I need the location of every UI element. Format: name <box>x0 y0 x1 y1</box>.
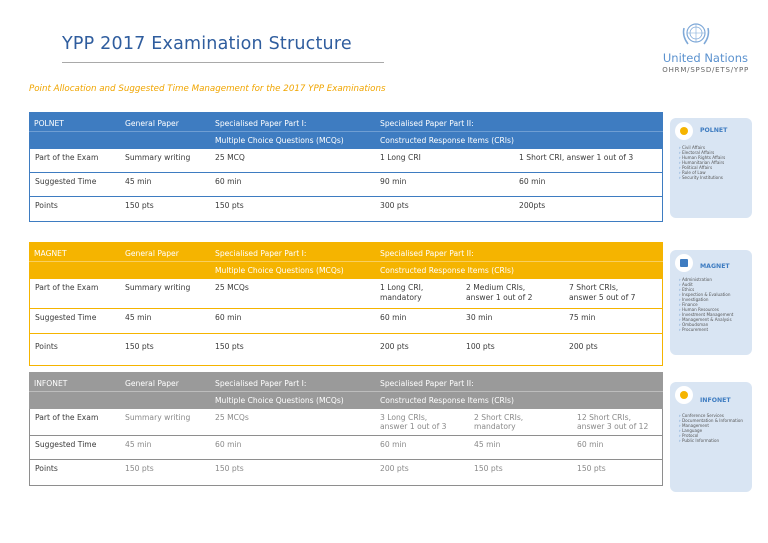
cell: Summary writing <box>125 283 191 292</box>
list-item: › Protocol <box>679 433 743 438</box>
cell: 1 Short CRI, answer 1 out of 3 <box>519 153 634 162</box>
cell: answer 1 out of 2 <box>466 293 533 302</box>
table-row <box>30 149 662 173</box>
magnet-card-list <box>679 277 733 332</box>
handshake-icon <box>675 122 693 140</box>
cell: 2 Short CRIs, <box>474 413 524 422</box>
row-label: Points <box>35 464 58 473</box>
list-item: › Investigation <box>679 297 733 302</box>
row-label: Part of the Exam <box>35 153 99 162</box>
magnet-card <box>670 250 752 355</box>
cell: 2 Medium CRIs, <box>466 283 526 292</box>
magnet-table-body <box>29 279 663 366</box>
cell: 150 pts <box>474 464 503 473</box>
microphone-icon <box>675 386 693 404</box>
cell: 60 min <box>519 177 546 186</box>
list-item: › Civil Affairs <box>679 145 725 150</box>
list-item: › Public Information <box>679 438 743 443</box>
cell: 150 pts <box>215 201 244 210</box>
cell: 150 pts <box>125 464 154 473</box>
list-item: › Procurement <box>679 327 733 332</box>
polnet-card-title: POLNET <box>700 127 728 134</box>
cell: Summary writing <box>125 153 191 162</box>
list-item: › Finance <box>679 302 733 307</box>
row-label: Suggested Time <box>35 313 97 322</box>
list-item: › Language <box>679 428 743 433</box>
list-item: › Inspection & Evaluation <box>679 292 733 297</box>
row-label: Suggested Time <box>35 440 97 449</box>
list-item: › Humanitarian Affairs <box>679 160 725 165</box>
polnet-header-part1: Specialised Paper Part I: <box>215 119 307 128</box>
org-subtitle: OHRM/SPSD/ETS/YPP <box>662 66 749 74</box>
infonet-card <box>670 382 752 492</box>
row-label: Suggested Time <box>35 177 97 186</box>
infonet-table-header <box>29 372 663 409</box>
list-item: › Conference Services <box>679 413 743 418</box>
polnet-header-network: POLNET <box>34 119 64 128</box>
cell: 60 min <box>215 440 242 449</box>
polnet-header-general: General Paper <box>125 119 179 128</box>
list-item: › Administration <box>679 277 733 282</box>
cell: 75 min <box>569 313 596 322</box>
cell: 45 min <box>474 440 501 449</box>
cell: 150 pts <box>577 464 606 473</box>
cell: 45 min <box>125 177 152 186</box>
polnet-header-part2-sub: Constructed Response Items (CRIs) <box>380 136 514 145</box>
cell: 150 pts <box>215 342 244 351</box>
cell: 200 pts <box>380 464 409 473</box>
cell: 60 min <box>577 440 604 449</box>
list-item: › Management <box>679 423 743 428</box>
list-item: › Investment Management <box>679 312 733 317</box>
org-name: United Nations <box>662 51 748 65</box>
cell: 60 min <box>215 313 242 322</box>
row-label: Points <box>35 342 58 351</box>
cell: answer 1 out of 3 <box>380 422 447 431</box>
cell: mandatory <box>474 422 516 431</box>
infonet-header-part2: Specialised Paper Part II: <box>380 379 474 388</box>
list-item: › Ethics <box>679 287 733 292</box>
infonet-card-list <box>679 413 743 443</box>
polnet-header-part1-sub: Multiple Choice Questions (MCQs) <box>215 136 344 145</box>
cell: 200 pts <box>380 342 409 351</box>
cell: Summary writing <box>125 413 191 422</box>
polnet-card-list <box>679 145 725 180</box>
list-item: › Human Rights Affairs <box>679 155 725 160</box>
list-item: › Electoral Affairs <box>679 150 725 155</box>
polnet-header-part2: Specialised Paper Part II: <box>380 119 474 128</box>
infonet-header-part2-sub: Constructed Response Items (CRIs) <box>380 396 514 405</box>
list-item: › Ombudsman <box>679 322 733 327</box>
magnet-header-part1: Specialised Paper Part I: <box>215 249 307 258</box>
cell: 200pts <box>519 201 546 210</box>
un-emblem-icon <box>678 20 714 50</box>
infonet-header-part1: Specialised Paper Part I: <box>215 379 307 388</box>
magnet-table-header <box>29 242 663 279</box>
cell: 150 pts <box>125 342 154 351</box>
cell: 25 MCQs <box>215 413 249 422</box>
table-row <box>30 436 662 460</box>
magnet-header-part1-sub: Multiple Choice Questions (MCQs) <box>215 266 344 275</box>
table-row <box>30 309 662 334</box>
magnet-card-title: MAGNET <box>700 263 730 270</box>
magnet-header-part2-sub: Constructed Response Items (CRIs) <box>380 266 514 275</box>
polnet-table-header <box>29 112 663 149</box>
list-item: › Security Institutions <box>679 175 725 180</box>
cell: 100 pts <box>466 342 495 351</box>
cell: answer 5 out of 7 <box>569 293 636 302</box>
row-label: Part of the Exam <box>35 283 99 292</box>
cell: 7 Short CRIs, <box>569 283 619 292</box>
magnet-header-general: General Paper <box>125 249 179 258</box>
list-item: › Audit <box>679 282 733 287</box>
table-row <box>30 197 662 221</box>
cell: 60 min <box>215 177 242 186</box>
polnet-card <box>670 118 752 218</box>
page-subtitle: Point Allocation and Suggested Time Management for the 2017 YPP Examinations <box>29 84 386 94</box>
row-label: Points <box>35 201 58 210</box>
cell: 30 min <box>466 313 493 322</box>
list-item: › Documentation & Information <box>679 418 743 423</box>
magnet-header-network: MAGNET <box>34 249 67 258</box>
list-item: › Management & Analysis <box>679 317 733 322</box>
cell: answer 3 out of 12 <box>577 422 649 431</box>
laptop-icon <box>675 254 693 272</box>
cell: 45 min <box>125 440 152 449</box>
list-item: › Human Resources <box>679 307 733 312</box>
cell: 90 min <box>380 177 407 186</box>
cell: 1 Long CRI <box>380 153 421 162</box>
page-title: YPP 2017 Examination Structure <box>62 34 352 54</box>
cell: 150 pts <box>125 201 154 210</box>
list-item: › Political Affairs <box>679 165 725 170</box>
cell: 3 Long CRIs, <box>380 413 428 422</box>
table-row <box>30 409 662 436</box>
row-label: Part of the Exam <box>35 413 99 422</box>
infonet-table-body <box>29 409 663 486</box>
table-row <box>30 334 662 365</box>
cell: 25 MCQs <box>215 283 249 292</box>
cell: 12 Short CRIs, <box>577 413 632 422</box>
infonet-header-general: General Paper <box>125 379 179 388</box>
cell: mandatory <box>380 293 422 302</box>
cell: 1 Long CRI, <box>380 283 424 292</box>
title-divider <box>62 62 384 63</box>
cell: 150 pts <box>215 464 244 473</box>
cell: 200 pts <box>569 342 598 351</box>
cell: 60 min <box>380 313 407 322</box>
list-item: › Rule of Law <box>679 170 725 175</box>
table-row <box>30 173 662 197</box>
cell: 45 min <box>125 313 152 322</box>
magnet-header-part2: Specialised Paper Part II: <box>380 249 474 258</box>
infonet-header-part1-sub: Multiple Choice Questions (MCQs) <box>215 396 344 405</box>
infonet-header-network: INFONET <box>34 379 68 388</box>
cell: 60 min <box>380 440 407 449</box>
table-row <box>30 460 662 485</box>
cell: 25 MCQ <box>215 153 245 162</box>
cell: 300 pts <box>380 201 409 210</box>
polnet-table-body <box>29 149 663 222</box>
table-row <box>30 279 662 309</box>
infonet-card-title: INFONET <box>700 397 731 404</box>
